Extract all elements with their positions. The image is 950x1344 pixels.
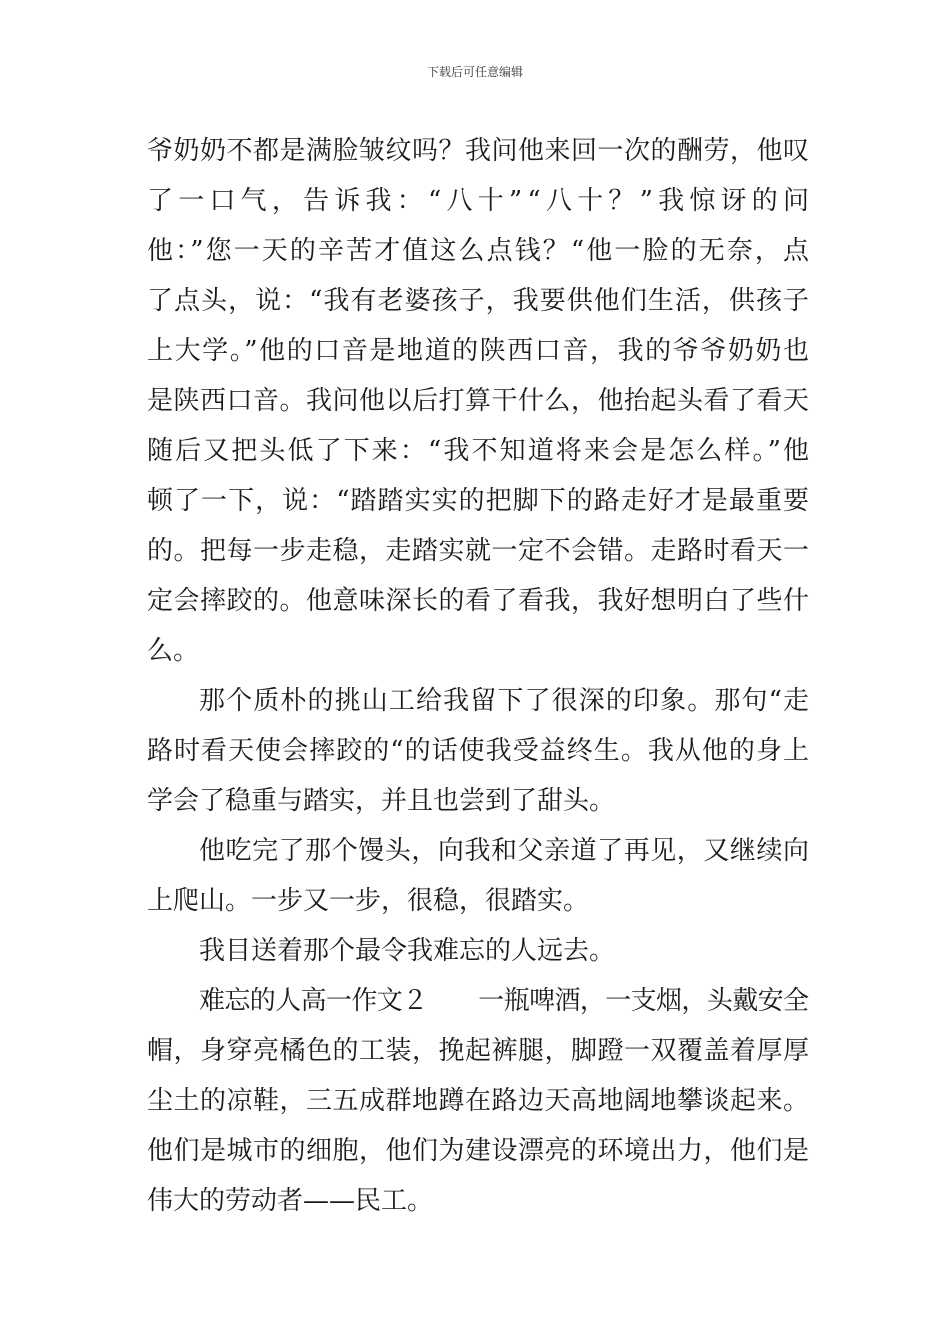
text-line: 了点头，说：“我有老婆孩子，我要供他们生活，供孩子 — [147, 286, 811, 316]
text-line: 定会摔跤的。他意味深长的看了看我，我好想明白了些什 — [147, 586, 810, 616]
text-line: 了一口气，告诉我：“八十”“八十？”我惊讶的问 — [147, 186, 815, 216]
text-line: 爷奶奶不都是满脸皱纹吗？我问他来回一次的酬劳，他叹 — [147, 136, 810, 166]
text-line: 随后又把头低了下来：“我不知道将来会是怎么样。”他 — [147, 436, 812, 466]
text-line: 难忘的人高一作文２ 一瓶啤酒，一支烟，头戴安全 — [199, 986, 809, 1016]
text-line: 他们是城市的细胞，他们为建设漂亮的环境出力，他们是 — [147, 1136, 810, 1166]
page-header: 下载后可任意编辑 — [426, 65, 523, 79]
text-line: 路时看天使会摔跤的“的话使我受益终生。我从他的身上 — [147, 736, 811, 766]
text-line: 上大学。”他的口音是地道的陕西口音，我的爷爷奶奶也 — [147, 336, 811, 366]
text-line: 我目送着那个最令我难忘的人远去。 — [199, 936, 616, 966]
document-body — [147, 126, 815, 1226]
text-line: 的。把每一步走稳，走踏实就一定不会错。走路时看天一 — [147, 536, 810, 566]
text-line: 他：”您一天的辛苦才值这么点钱？“他一脸的无奈，点 — [147, 236, 812, 266]
text-line: 是陕西口音。我问他以后打算干什么，他抬起头看了看天 — [147, 386, 810, 416]
text-line: 顿了一下，说：“踏踏实实的把脚下的路走好才是最重要 — [147, 486, 811, 516]
text-line: 学会了稳重与踏实，并且也尝到了甜头。 — [147, 786, 616, 816]
text-line: 上爬山。一步又一步，很稳，很踏实。 — [147, 886, 590, 916]
text-line: 么。 — [147, 636, 200, 666]
text-line: 他吃完了那个馒头，向我和父亲道了再见，又继续向 — [199, 836, 810, 866]
text-line: 伟大的劳动者——民工。 — [147, 1186, 434, 1216]
text-line: 尘土的凉鞋，三五成群地蹲在路边天高地阔地攀谈起来。 — [147, 1086, 810, 1116]
text-line: 那个质朴的挑山工给我留下了很深的印象。那句“走 — [199, 686, 811, 716]
text-line: 帽，身穿亮橘色的工装，挽起裤腿，脚蹬一双覆盖着厚厚 — [147, 1036, 810, 1066]
